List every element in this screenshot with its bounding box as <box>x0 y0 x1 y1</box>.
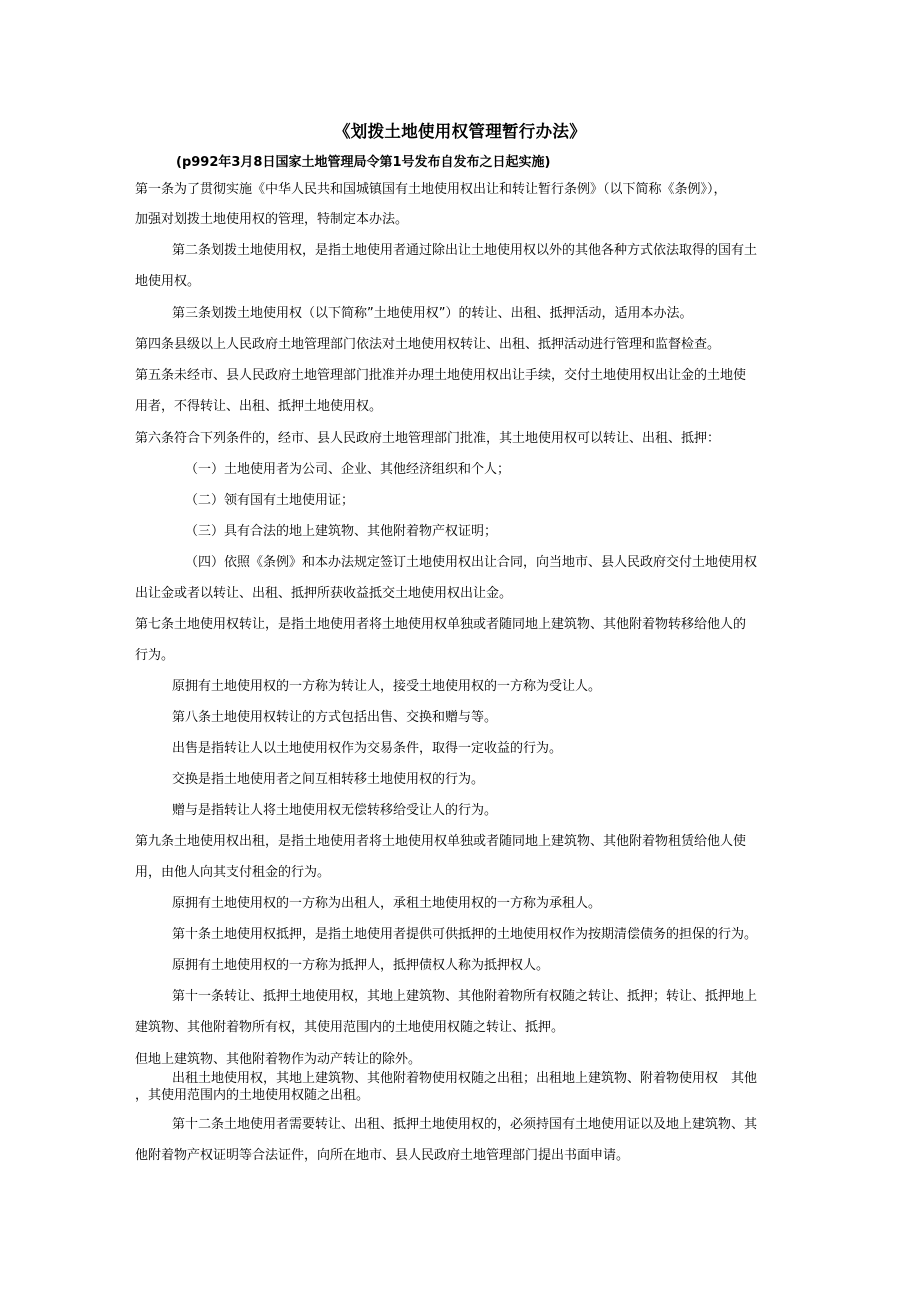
text-line: 行为。 <box>135 648 175 663</box>
text-line: 第四条县级以上人民政府土地管理部门依法对土地使用权转让、出租、抵押活动进行管理和监督检查。 <box>135 337 721 352</box>
document-subtitle: (p992年3月8日国家土地管理局令第1号发布自发布之日起实施) <box>176 155 551 170</box>
text-line: 交换是指土地使用者之间互相转移土地使用权的行为。 <box>172 772 485 787</box>
text-line: 原拥有土地使用权的一方称为转让人，接受土地使用权的一方称为受让人。 <box>172 679 602 694</box>
text-line: 第二条划拨土地使用权，是指土地使用者通过除出让土地使用权以外的其他各种方式依法取得的国有土 <box>172 243 758 258</box>
text-line: 原拥有土地使用权的一方称为出租人，承租土地使用权的一方称为承租人。 <box>172 896 602 911</box>
text-line: 出让金或者以转让、出租、抵押所获收益抵交土地使用权出让金。 <box>135 586 513 601</box>
text-line: （四）依照《条例》和本办法规定签订土地使用权出让合同，向当地市、县人民政府交付土地使用权 <box>185 555 758 570</box>
text-line: 用，由他人向其支付租金的行为。 <box>135 865 331 880</box>
text-line: （一）土地使用者为公司、企业、其他经济组织和个人； <box>185 462 511 477</box>
text-line: （二）领有国有土地使用证； <box>185 493 355 508</box>
text-line: 出租土地使用权，其地上建筑物、其他附着物使用权随之出租；出租地上建筑物、附着物使用权 其他 <box>172 1071 758 1086</box>
text-line: 第五条未经市、县人民政府土地管理部门批准并办理土地使用权出让手续，交付土地使用权出让金的土地使 <box>135 368 747 383</box>
text-line: 第三条划拨土地使用权（以下简称”土地使用权”）的转让、出租、抵押活动，适用本办法。 <box>172 306 693 321</box>
text-line: 第十一条转让、抵押土地使用权，其地上建筑物、其他附着物所有权随之转让、抵押；转让、抵押地上 <box>172 989 758 1004</box>
text-line: 第十二条土地使用者需要转让、出租、抵押土地使用权的，必须持国有土地使用证以及地上建筑物、其 <box>172 1117 758 1132</box>
text-line: 第六条符合下列条件的，经市、县人民政府土地管理部门批准，其土地使用权可以转让、出租、抵押： <box>135 431 721 446</box>
text-line: 第一条为了贯彻实施《中华人民共和国城镇国有土地使用权出让和转让暂行条例》（以下简称《条例》）， <box>135 182 727 197</box>
text-line: 但地上建筑物、其他附着物作为动产转让的除外。 <box>135 1052 422 1067</box>
text-line: 原拥有土地使用权的一方称为抵押人，抵押债权人称为抵押权人。 <box>172 958 550 973</box>
text-line: 加强对划拨土地使用权的管理，特制定本办法。 <box>135 212 409 227</box>
text-line: 出售是指转让人以土地使用权作为交易条件，取得一定收益的行为。 <box>172 741 563 756</box>
document-title: 《划拨土地使用权管理暂行办法》 <box>334 122 586 141</box>
text-line: 用者，不得转让、出租、抵押土地使用权。 <box>135 399 383 414</box>
text-line: ，其使用范围内的土地使用权随之出租。 <box>135 1088 370 1103</box>
text-line: 第七条土地使用权转让，是指土地使用者将土地使用权单独或者随同地上建筑物、其他附着物转移给他人的 <box>135 617 747 632</box>
text-line: 他附着物产权证明等合法证件，向所在地市、县人民政府土地管理部门提出书面申请。 <box>135 1148 630 1163</box>
text-line: 地使用权。 <box>135 274 201 289</box>
text-line: 赠与是指转让人将土地使用权无偿转移给受让人的行为。 <box>172 803 498 818</box>
text-line: 第九条土地使用权出租，是指土地使用者将土地使用权单独或者随同地上建筑物、其他附着物租赁给他人使 <box>135 834 747 849</box>
text-line: 第十条土地使用权抵押，是指土地使用者提供可供抵押的土地使用权作为按期清偿债务的担保的行为。 <box>172 927 758 942</box>
text-line: 建筑物、其他附着物所有权，其使用范围内的土地使用权随之转让、抵押。 <box>135 1020 565 1035</box>
text-line: 第八条土地使用权转让的方式包括出售、交换和赠与等。 <box>172 710 498 725</box>
text-line: （三）具有合法的地上建筑物、其他附着物产权证明； <box>185 524 498 539</box>
